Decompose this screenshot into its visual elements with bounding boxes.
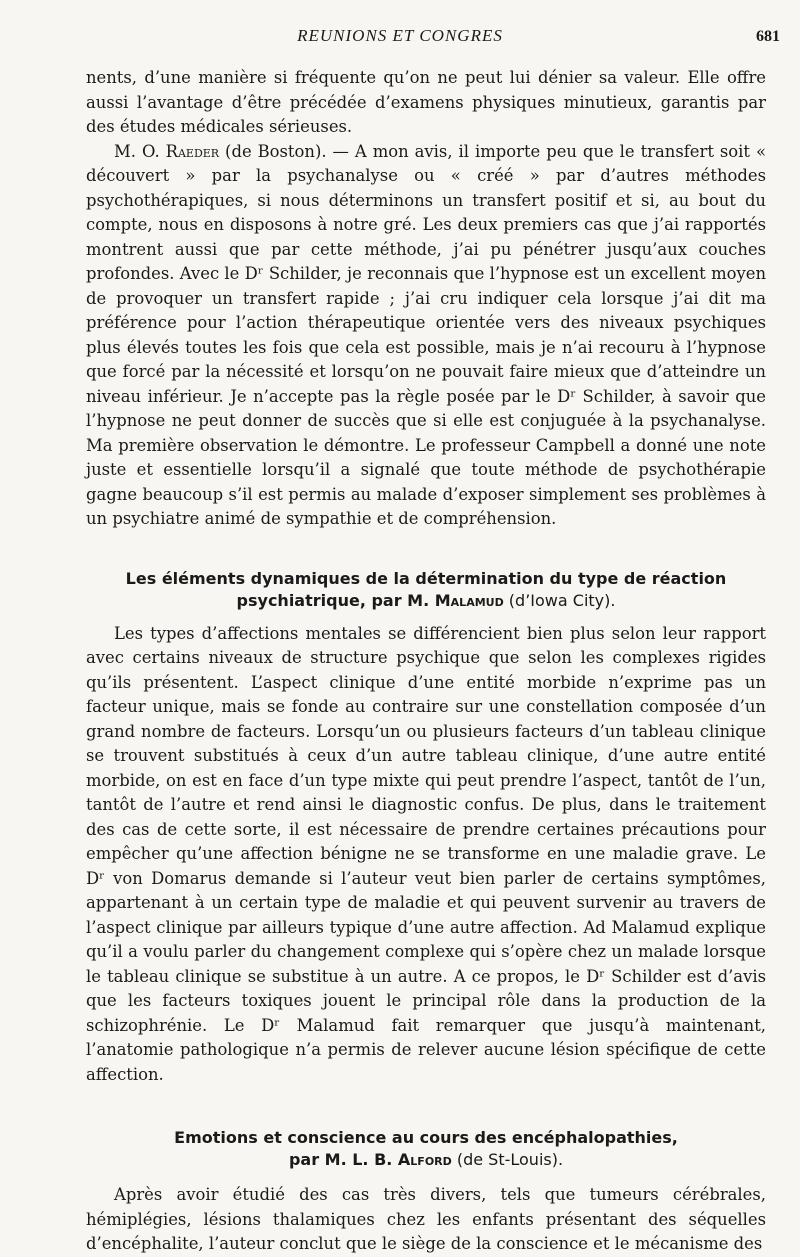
page-body	[86, 66, 766, 1257]
author-name: Alford	[397, 1150, 452, 1169]
section-body-alford: Après avoir étudié des cas très divers, tels que tumeurs cérébrales, hémiplégies, lésions thalamiques chez les enfants présentant des séquelles d’encéphalite, l’auteur conclut que le siège de la conscience et le mécanisme des	[86, 1185, 766, 1253]
paragraph-raeder	[86, 140, 766, 532]
section-title-line1: Emotions et conscience au cours des encéphalopathies,	[174, 1128, 678, 1147]
section-title-line2: psychiatrique, par M. Malamud (d’Iowa City).	[236, 590, 616, 610]
running-head: REUNIONS ET CONGRES	[297, 26, 503, 45]
section-title-line1: Les éléments dynamiques de la détermination du type de réaction	[125, 568, 727, 588]
paragraph-continuation: nents, d’une manière si fréquente qu’on ne peut lui dénier sa valeur. Elle offre aussi l’avantage d’être précédée d’examens physiques minutieux, garantis par des études médicales sérieuses.	[86, 68, 766, 136]
author-affiliation: (de St-Louis).	[451, 1150, 564, 1169]
paragraph-raeder-text: (de Boston). — A mon avis, il importe peu que le transfert soit « découvert » par la psychanalyse ou « créé » par d’autres méthodes psychothérapiques, si nous déterminons un transfert positif et si, au bout du compte, nous en disposons à notre gré. Les deux premiers cas que j’ai rapportés montrent aussi que par cette méthode, j’ai pu pénétrer jusqu’aux couches profondes. Avec le Dʳ Schilder, je reconnais que l’hypnose est un excellent moyen de provoquer un transfert rapide ; j’ai cru indiquer cela lorsque j’ai dit ma préférence pour l’action thérapeutique orientée vers des niveaux psychiques plus élevés toutes les fois que cela est possible, mais je n’ai recouru à l’hypnose que forcé par la nécessité et lorsqu’on ne pouvait faire mieux que d’atteindre un niveau inférieur. Je n’accepte pas la règle posée par le Dʳ Schilder, à savoir que l’hypnose ne peut donner de succès que si elle est conjuguée à la psychanalyse. Ma première observation le démontre. Le professeur Campbell a donné une note juste et essentielle lorsqu’il a signalé que toute méthode de psychothérapie gagne beaucoup s’il est permis au malade d’exposer simplement ses problèmes à un psychiatre animé de sympathie et de compréhension.	[86, 141, 767, 528]
section-heading-malamud	[86, 568, 766, 612]
speaker-name: M. O. Raeder	[114, 141, 220, 161]
author-name: Malamud	[434, 590, 504, 610]
section-heading-alford	[86, 1127, 766, 1171]
page-header	[0, 26, 800, 54]
author-affiliation: (d’Iowa City).	[503, 590, 616, 610]
section-body-malamud: Les types d’affections mentales se différencient bien plus selon leur rapport avec certains niveaux de structure psychique que selon les complexes rigides qu’ils présentent. L’aspect clinique d’une entité morbide n’exprime pas un facteur unique, mais se fonde au contraire sur une constellation composée d’un grand nombre de facteurs. Lorsqu’un ou plusieurs facteurs d’un tableau clinique se trouvent substitués à ceux d’un autre tableau clinique, d’une autre entité morbide, on est en face d’un type mixte qui peut prendre l’aspect, tantôt de l’un, tantôt de l’autre et rend ainsi le diagnostic confus. De plus, dans le traitement des cas de cette sorte, il est nécessaire de prendre certaines précautions pour empêcher qu’une affection bénigne ne se transforme en une maladie grave. Le Dʳ von Domarus demande si l’auteur veut bien parler de certains symptômes, appartenant à un certain type de maladie et qui peuvent survenir au travers de l’aspect clinique par ailleurs typique d’une autre affection. Ad Malamud explique qu’il a voulu parler du changement complexe qui s’opère chez un malade lorsque le tableau clinique se substitue à un autre. A ce propos, le Dʳ Schilder est d’avis que les facteurs toxiques jouent le principal rôle dans la production de la schizophrénie. Le Dʳ Malamud fait remarquer que jusqu’à maintenant, l’anatomie pathologique n’a permis de relever aucune lésion spécifique de cette affection.	[86, 623, 766, 1084]
page-number: 681	[756, 28, 780, 45]
section-title-line2: par M. L. B. Alford (de St-Louis).	[288, 1150, 564, 1169]
